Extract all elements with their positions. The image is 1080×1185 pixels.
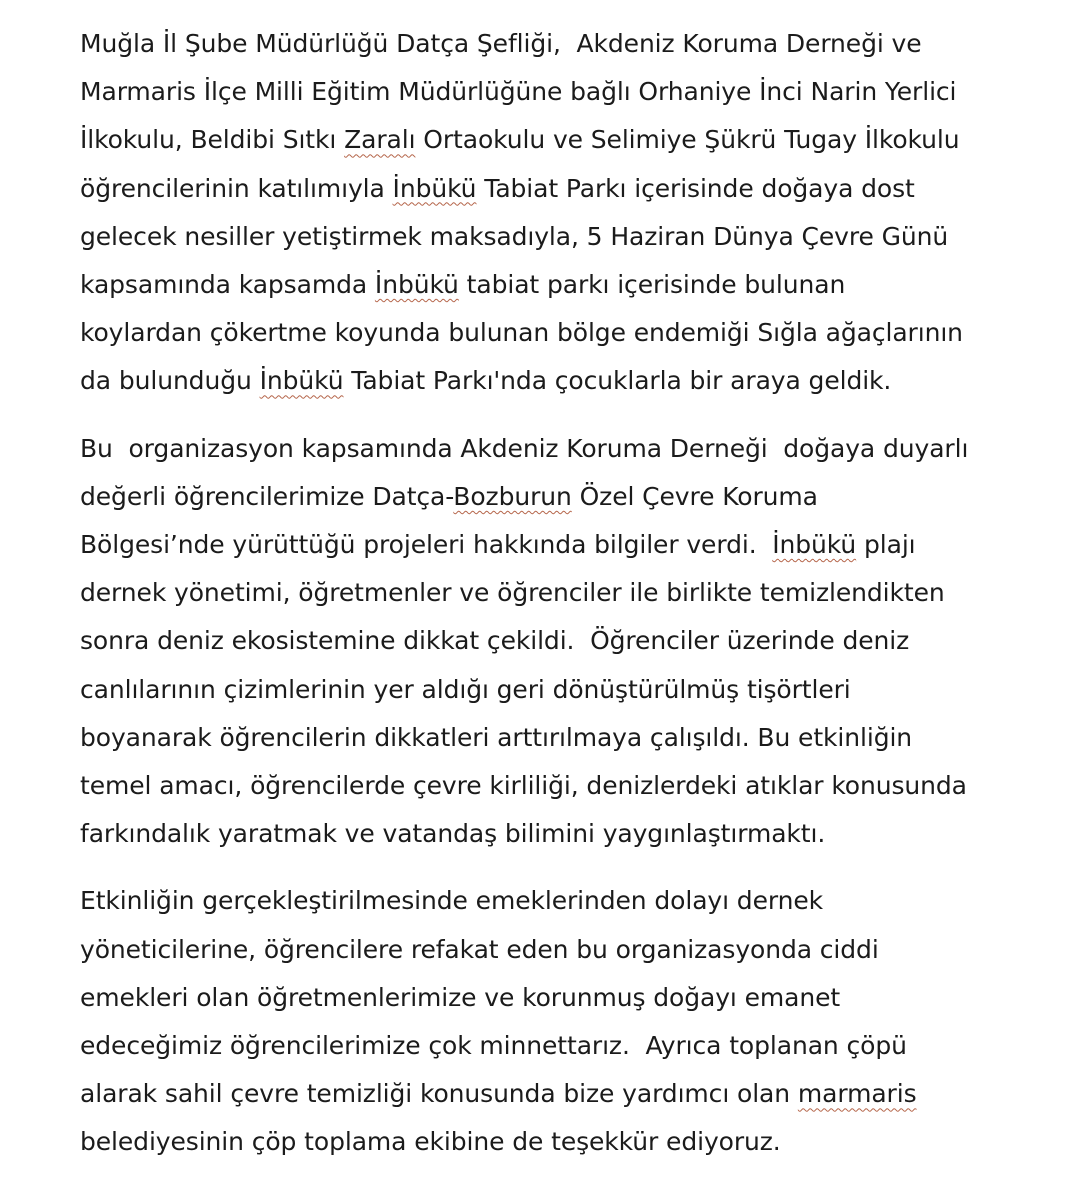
text-run: Bölgesi’nde yürüttüğü projeleri hakkında bilgiler verdi. (80, 530, 773, 560)
text-run: farkındalık yaratmak ve vatandaş bilimini yaygınlaştırmaktı. (80, 819, 826, 849)
text-line (80, 1022, 1070, 1070)
document-body (80, 20, 1070, 1167)
text-run: Özel Çevre Koruma (571, 481, 818, 511)
text-run: sonra deniz ekosistemine dikkat çekildi. Öğrenciler üzerinde deniz (80, 626, 910, 656)
text-run: plajı (856, 530, 916, 560)
text-run: değerli öğrencilerimize Datça- (80, 481, 454, 511)
text-line (80, 68, 1070, 116)
text-line (80, 877, 1070, 925)
text-run: boyanarak öğrencilerin dikkatleri arttırılmaya çalışıldı. Bu etkinliğin (80, 722, 913, 752)
text-run: tabiat parkı içerisinde bulunan (458, 270, 846, 300)
spellcheck-flagged-word: Bozburun (453, 481, 572, 511)
text-run: dernek yönetimi, öğretmenler ve öğrenciler ile birlikte temizlendikten (80, 578, 945, 608)
text-line (80, 521, 1070, 569)
text-line (80, 309, 1070, 357)
text-run: Bu organizasyon kapsamında Akdeniz Koruma Derneği doğaya duyarlı (80, 433, 969, 463)
text-line (80, 20, 1070, 68)
text-run: İlkokulu, Beldibi Sıtkı (80, 125, 345, 155)
text-run: emekleri olan öğretmenlerimize ve korunmuş doğayı emanet (80, 982, 841, 1012)
paragraph (80, 425, 1070, 859)
spellcheck-flagged-word: İnbükü (392, 173, 477, 203)
text-line (80, 974, 1070, 1022)
spellcheck-flagged-word: İnbükü (374, 270, 459, 300)
text-line (80, 357, 1070, 405)
text-run: canlılarının çizimlerinin yer aldığı geri dönüştürülmüş tişörtleri (80, 674, 851, 704)
text-line (80, 116, 1070, 164)
spellcheck-flagged-word: İnbükü (259, 366, 344, 396)
text-line (80, 165, 1070, 213)
text-run: Tabiat Parkı içerisinde doğaya dost (476, 173, 915, 203)
text-run: edeceğimiz öğrencilerimize çok minnettarız. Ayrıca toplanan çöpü (80, 1031, 907, 1061)
text-run: yöneticilerine, öğrencilere refakat eden bu organizasyonda ciddi (80, 934, 879, 964)
spellcheck-flagged-word: Zaralı (344, 125, 416, 155)
text-line (80, 810, 1070, 858)
text-run: kapsamında kapsamda (80, 270, 375, 300)
text-line (80, 617, 1070, 665)
text-line (80, 425, 1070, 473)
text-line (80, 1118, 1070, 1166)
paragraph (80, 877, 1070, 1166)
text-line (80, 213, 1070, 261)
text-line (80, 666, 1070, 714)
text-run: öğrencilerinin katılımıyla (80, 173, 393, 203)
spellcheck-flagged-word: marmaris (797, 1079, 917, 1109)
text-run: alarak sahil çevre temizliği konusunda bize yardımcı olan (80, 1079, 798, 1109)
text-line (80, 926, 1070, 974)
paragraph (80, 20, 1070, 406)
text-line (80, 1070, 1070, 1118)
text-run: Tabiat Parkı'nda çocuklarla bir araya geldik. (343, 366, 892, 396)
text-line (80, 261, 1070, 309)
text-run: koylardan çökertme koyunda bulunan bölge endemiği Sığla ağaçlarının (80, 318, 963, 348)
text-run: da bulunduğu (80, 366, 260, 396)
text-run: belediyesinin çöp toplama ekibine de teşekkür ediyoruz. (80, 1127, 781, 1157)
text-run: gelecek nesiller yetiştirmek maksadıyla, 5 Haziran Dünya Çevre Günü (80, 221, 949, 251)
text-line (80, 473, 1070, 521)
text-line (80, 569, 1070, 617)
text-run: Marmaris İlçe Milli Eğitim Müdürlüğüne bağlı Orhaniye İnci Narin Yerlici (80, 77, 957, 107)
spellcheck-flagged-word: İnbükü (772, 530, 857, 560)
text-run: Etkinliğin gerçekleştirilmesinde emeklerinden dolayı dernek (80, 886, 824, 916)
text-line (80, 762, 1070, 810)
text-run: Muğla İl Şube Müdürlüğü Datça Şefliği, Akdeniz Koruma Derneği ve (80, 29, 922, 58)
text-run: Ortaokulu ve Selimiye Şükrü Tugay İlkokulu (415, 125, 960, 155)
text-line (80, 714, 1070, 762)
text-run: temel amacı, öğrencilerde çevre kirliliği, denizlerdeki atıklar konusunda (80, 771, 967, 801)
